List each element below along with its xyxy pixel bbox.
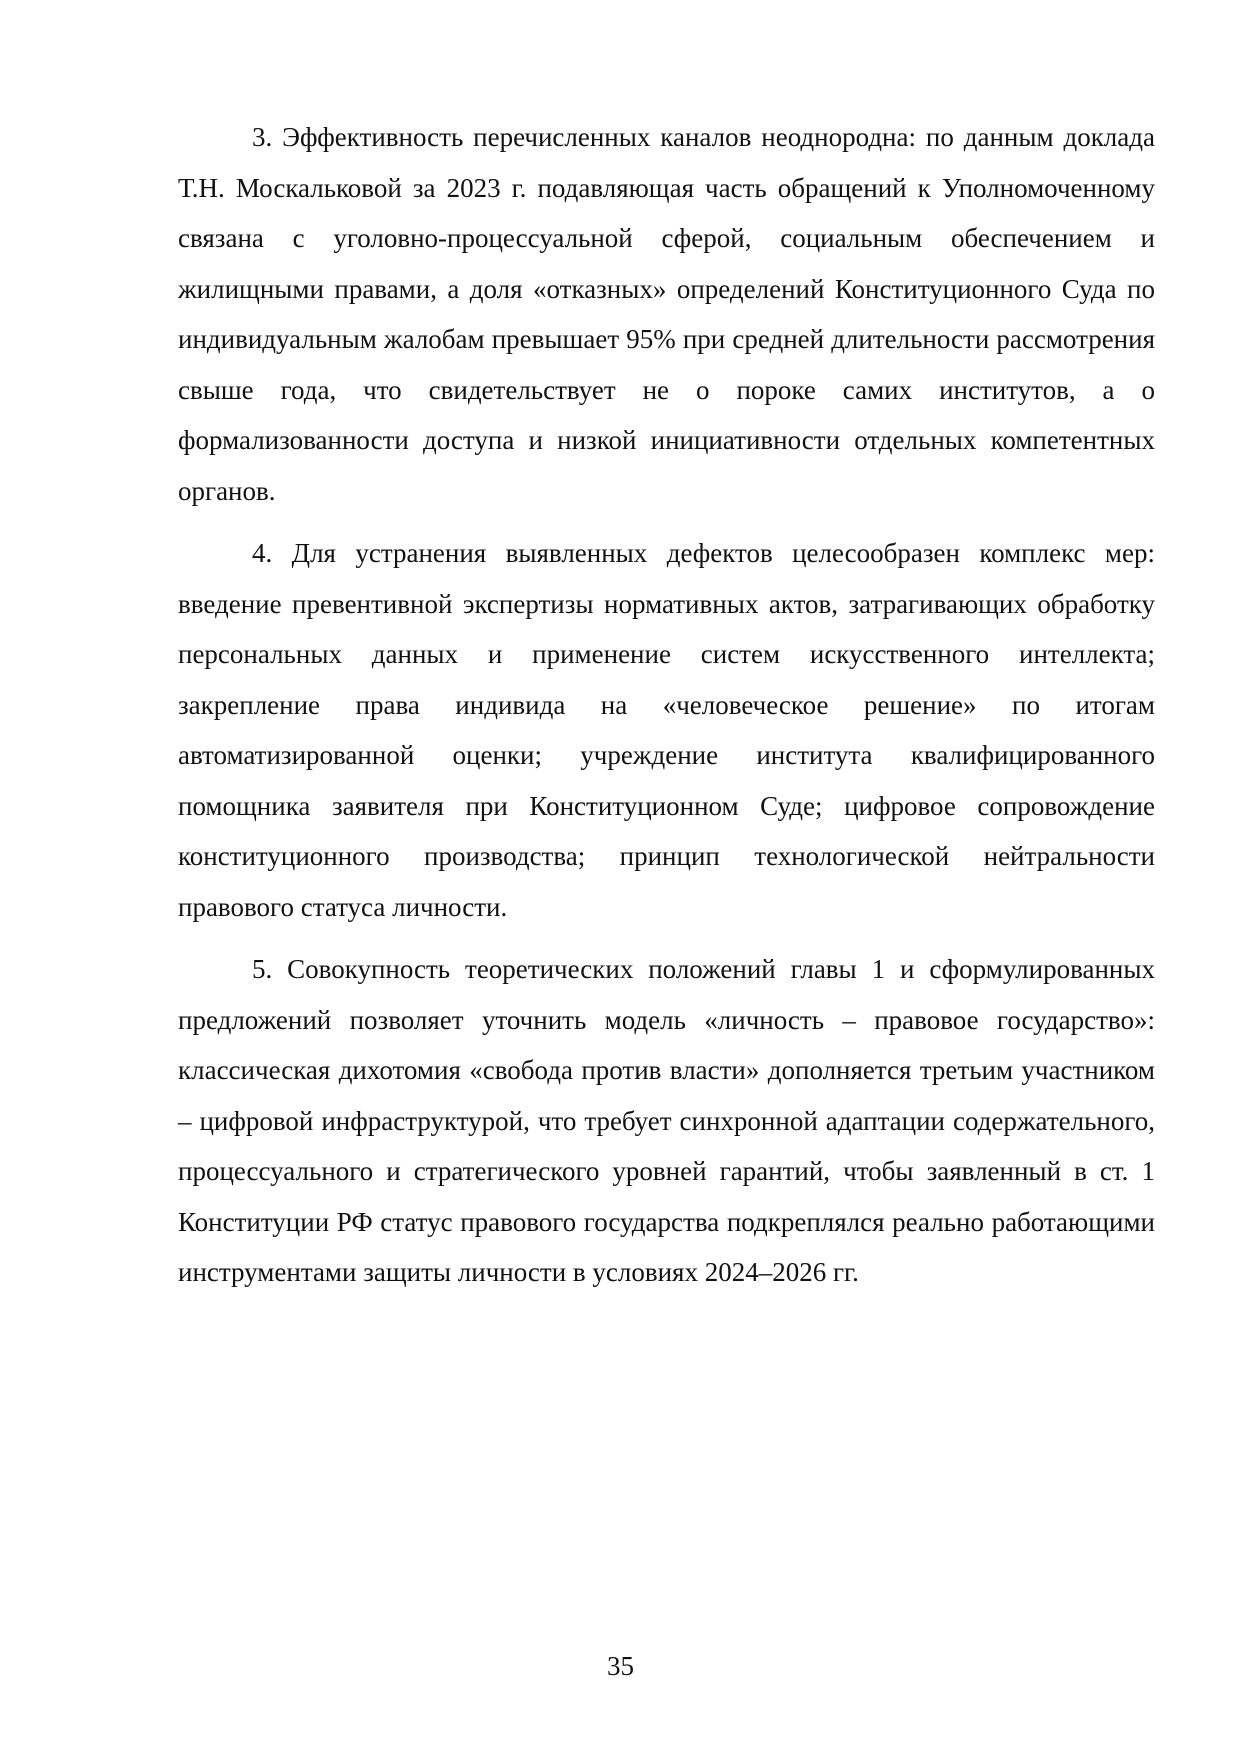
paragraph-4: 4. Для устранения выявленных дефектов целесообразен комплекс мер: введение превентивной экспертизы нормативных актов, затрагивающих обработку персональных данных и применение систем искусственного интеллекта; закрепление права индивида на «человеческое решение» по итогам автоматизированной оценки; учреждение института квалифицированного помощника заявителя при Конституционном Суде; цифровое сопровождение конституционного производства; принцип технологической нейтральности правового статуса личности. — [178, 538, 1155, 922]
paragraph-3: 3. Эффективность перечисленных каналов неоднородна: по данным доклада Т.Н. Москальковой за 2023 г. подавляющая часть обращений к Уполномоченному связана с уголовно-процессуальной сферой, социальным обеспечением и жилищными правами, а доля «отказных» определений Конституционного Суда по индивидуальным жалобам превышает 95% при средней длительности рассмотрения свыше года, что свидетельствует не о пороке самих институтов, а о формализованности доступа и низкой инициативности отдельных компетентных органов. — [178, 122, 1155, 506]
paragraph-5: 5. Совокупность теоретических положений главы 1 и сформулированных предложений позволяет уточнить модель «личность – правовое государство»: классическая дихотомия «свобода против власти» дополняется третьим участником – цифровой инфраструктурой, что требует синхронной адаптации содержательного, процессуального и стратегического уровней гарантий, чтобы заявленный в ст. 1 Конституции РФ статус правового государства подкреплялся реально работающими инструментами защиты личности в условиях 2024–2026 гг. — [178, 954, 1155, 1287]
document-body — [178, 112, 1155, 1310]
page-number: 35 — [607, 1651, 634, 1681]
